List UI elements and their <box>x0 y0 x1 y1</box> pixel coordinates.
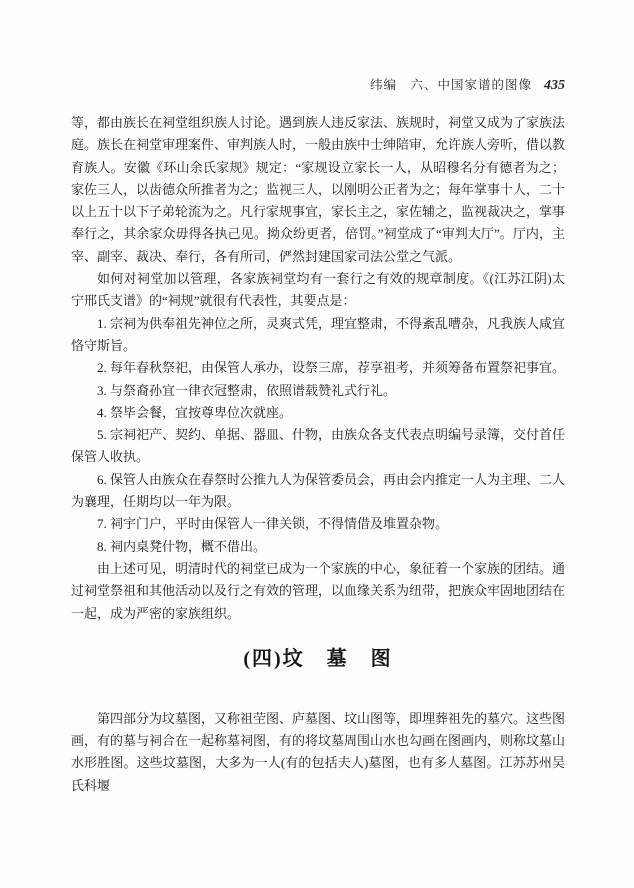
paragraph-tomb-maps: 第四部分为坟墓图，又称祖茔图、庐墓图、坟山图等，即埋葬祖先的墓穴。这些图画，有的墓与祠合在一起称墓祠图，有的将坟墓周围山水也勾画在图画内，则称坟墓山水形胜图。这些坟墓图，大多为一人(有的包括夫人)墓图，也有多人墓图。江苏苏州吴氏科堰 <box>71 710 566 793</box>
page-header <box>71 78 565 93</box>
rule-item-7: 7. 祠宇门户，平时由保管人一律关锁，不得情借及堆置杂物。 <box>97 516 449 532</box>
paragraph-conclusion: 由上述可见，明清时代的祠堂已成为一个家族的中心，象征着一个家族的团结。通过祠堂祭祖和其他活动以及行之有效的管理，以血缘关系为纽带，把族众牢固地团结在一起，成为严密的家族组织。 <box>71 560 566 621</box>
rule-item-2: 2. 每年春秋祭祀，由保管人承办，设祭三席，荐享祖考，并须筹备布置祭祀事宜。 <box>97 360 566 376</box>
page-content <box>71 78 565 797</box>
paragraph-intro-rules: 如何对祠堂加以管理，各家族祠堂均有一套行之有效的规章制度。《(江苏江阴)太宁邢氏支谱》的“祠规”就很有代表性，其要点是： <box>71 271 565 309</box>
section-heading: (四)坟 墓 图 <box>243 647 393 670</box>
paragraph-continuation: 等，都由族长在祠堂组织族人讨论。遇到族人违反家法、族规时，祠堂又成为了家族法庭。族长在祠堂审理案件、审判族人时，一般由族中士绅陪审，允许族人旁听，借以教育族人。安徽《环山余氏家规》规定：“家规设立家长一人，从昭穆名分有德者为之；家佐三人，以齿德众所推者为之；监视三人，以刚明公正者为之；每年掌事十人，二十以上五十以下子弟轮流为之。凡行家规事宜，家长主之，家佐辅之，监视裁决之，掌事奉行之，其余家众毋得各执己见。拗众纷更者，倍罚。”祠堂成了“审判大厅”。厅内，主宰、副宰、裁决、奉行，各有所司，俨然封建国家司法公堂之气派。 <box>71 115 566 264</box>
running-title: 纬编 六、中国家谱的图像 <box>369 78 532 92</box>
rule-item-6: 6. 保管人由族众在春祭时公推九人为保管委员会，再由会内推定一人为主理、二人为襄理，任期均以一年为限。 <box>71 471 566 510</box>
rule-item-8: 8. 祠内桌凳什物，概不借出。 <box>97 538 267 554</box>
rule-item-5: 5. 宗祠祀产、契约、单据、器皿、什物，由族众各支代表点明编号录簿，交付首任保管人收执。 <box>71 427 566 465</box>
body-text <box>71 112 565 797</box>
page-number: 435 <box>544 78 565 93</box>
rule-item-4: 4. 祭毕会餐，宜按尊卑位次就座。 <box>97 404 293 420</box>
rule-item-1: 1. 宗祠为供奉祖先神位之所，灵爽式凭，理宜整肃，不得紊乱嘈杂，凡我族人咸宜恪守斯旨。 <box>71 315 566 353</box>
rule-item-3: 3. 与祭裔孙宜一律衣冠整肃，依照谱载赞礼式行礼。 <box>97 382 397 398</box>
